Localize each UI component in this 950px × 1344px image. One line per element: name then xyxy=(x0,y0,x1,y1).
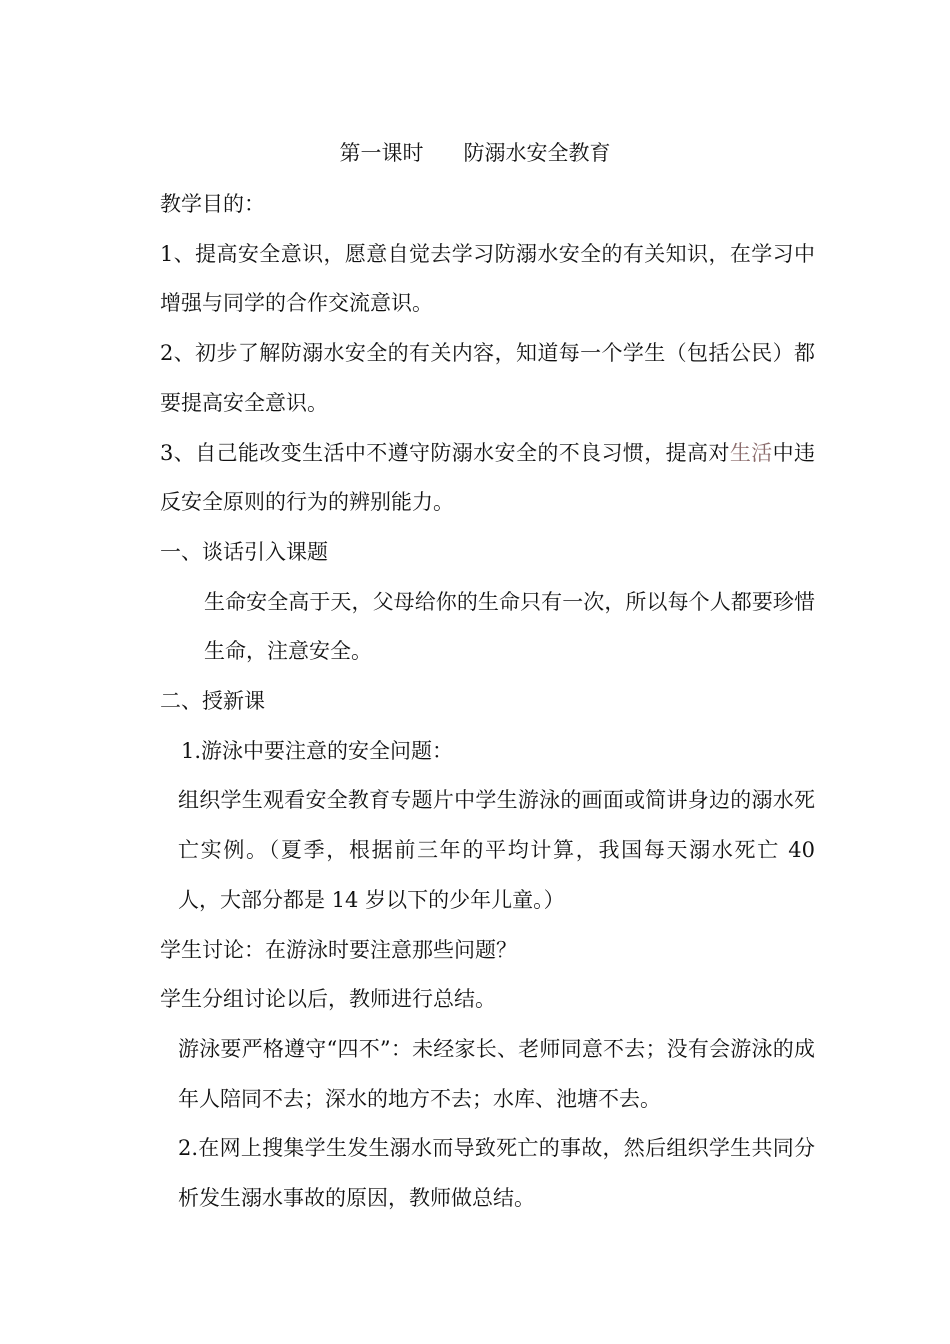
section-heading-new-lesson: 二、授新课 xyxy=(160,689,265,714)
discussion-paragraph: 学生讨论：在游泳时要注意那些问题？ xyxy=(160,937,517,962)
document-body xyxy=(160,180,815,1224)
section-heading-intro: 一、谈话引入课题 xyxy=(160,539,328,564)
summary-paragraph: 学生分组讨论以后，教师进行总结。 xyxy=(160,987,496,1012)
objective-2: 2、初步了解防溺水安全的有关内容，知道每一个学生（包括公民）都要提高安全意识。 xyxy=(160,341,815,415)
objective-3-highlight: 生活 xyxy=(729,440,773,465)
objective-3-text-a: 3、自己能改变生活中不遵守防溺水安全的不良习惯，提高对 xyxy=(160,440,730,465)
objective-3-text-c: 中违反安全原则的行为的辨别能力。 xyxy=(160,440,816,515)
objective-3 xyxy=(160,429,815,528)
subheading-accident-analysis: 2.在网上搜集学生发生溺水而导致死亡的事故，然后组织学生共同分析发生溺水事故的原因，教师做总结。 xyxy=(178,1136,815,1211)
four-nots-paragraph: 游泳要严格遵守“四不”：未经家长、老师同意不去；没有会游泳的成年人陪同不去；深水的地方不去；水库、池塘不去。 xyxy=(178,1036,815,1111)
swimming-video-paragraph: 组织学生观看安全教育专题片中学生游泳的画面或简讲身边的溺水死亡实例。（夏季，根据前三年的平均计算，我国每天溺水死亡 40 人，大部分都是 14 岁以下的少年儿童。） xyxy=(178,788,815,912)
subheading-swimming-safety: 1.游泳中要注意的安全问题： xyxy=(181,738,454,763)
objective-1: 1、提高安全意识，愿意自觉去学习防溺水安全的有关知识，在学习中增强与同学的合作交流意识。 xyxy=(160,241,815,316)
objectives-heading: 教学目的： xyxy=(160,192,265,216)
intro-paragraph: 生命安全高于天，父母给你的生命只有一次，所以每个人都要珍惜生命，注意安全。 xyxy=(204,589,815,664)
document-title: 第一课时 防溺水安全教育 xyxy=(339,141,611,165)
